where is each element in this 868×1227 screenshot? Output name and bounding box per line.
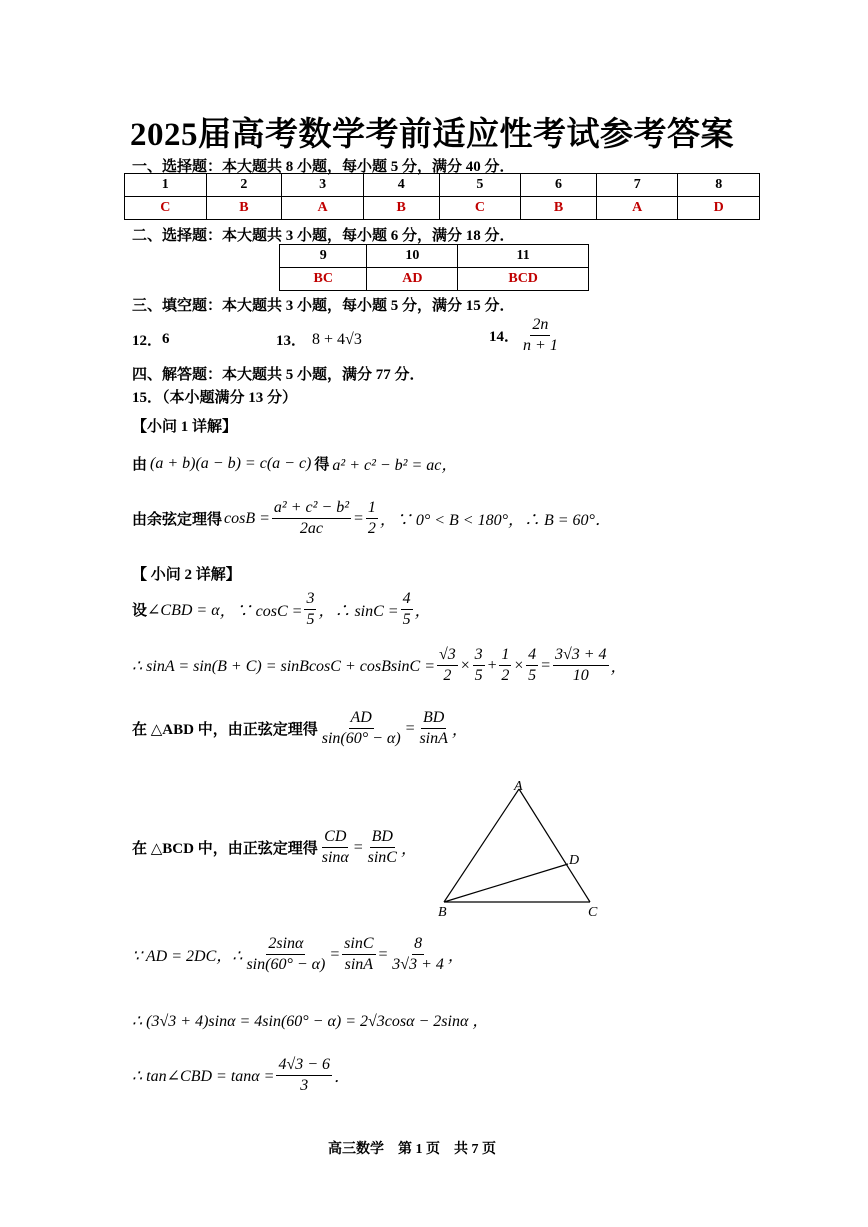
denominator: sinA bbox=[419, 730, 448, 748]
equation: ∴ (3√3 + 4)sinα = 4sin(60° − α) = 2√3cosα − 2sinα ， bbox=[132, 1013, 489, 1030]
numerator: 8 bbox=[412, 935, 424, 955]
denominator: 2 bbox=[443, 667, 452, 685]
solution-step-4 bbox=[132, 646, 627, 686]
solution-step-5 bbox=[132, 709, 468, 749]
equals: = bbox=[352, 838, 364, 856]
answer-12 bbox=[132, 329, 170, 350]
numerator: 4 bbox=[526, 646, 538, 666]
vertex-label-c: C bbox=[588, 905, 598, 920]
q12-label: 12． bbox=[132, 333, 163, 349]
numerator: 4 bbox=[401, 590, 413, 610]
fraction bbox=[401, 590, 413, 630]
table-cell: 7 bbox=[596, 174, 678, 197]
fraction bbox=[320, 709, 403, 749]
numerator: 1 bbox=[499, 646, 511, 666]
fraction bbox=[553, 646, 609, 686]
equation: (a + b)(a − b) = c(a − c) bbox=[150, 454, 312, 472]
answer-cell: C bbox=[125, 197, 207, 220]
part1-heading: 【小问 1 详解】 bbox=[132, 419, 238, 435]
fraction bbox=[473, 646, 485, 686]
numerator: AD bbox=[349, 709, 374, 729]
answer-cell: D bbox=[678, 197, 760, 220]
denominator: 5 bbox=[402, 611, 411, 629]
mc-answer-table bbox=[124, 173, 760, 220]
table-cell: 4 bbox=[363, 174, 439, 197]
table-cell: 3 bbox=[282, 174, 364, 197]
equation: cosB = bbox=[224, 509, 270, 527]
q14-numerator: 2n bbox=[530, 316, 550, 336]
punctuation: ， bbox=[414, 603, 431, 621]
text-span: 在 △ABD 中，由正弦定理得 bbox=[132, 722, 318, 739]
equals: = bbox=[377, 945, 389, 963]
answer-cell: B bbox=[363, 197, 439, 220]
table-cell: 11 bbox=[458, 245, 589, 268]
fraction bbox=[437, 646, 458, 686]
table-cell: 1 bbox=[125, 174, 207, 197]
solution-step-9 bbox=[132, 1056, 350, 1096]
denominator: 2 bbox=[501, 667, 510, 685]
punctuation: ， bbox=[400, 841, 417, 859]
solution-step-8 bbox=[132, 1008, 488, 1031]
table-cell: 6 bbox=[521, 174, 597, 197]
numerator: 1 bbox=[366, 499, 378, 519]
table-cell: 2 bbox=[206, 174, 282, 197]
equation: ∵ AD = 2DC，∴ bbox=[132, 948, 243, 966]
answer-14 bbox=[489, 316, 562, 356]
equation: ∴ tan∠CBD = tanα = bbox=[132, 1067, 275, 1085]
denominator: 5 bbox=[474, 667, 483, 685]
text-span: 在 △BCD 中，由正弦定理得 bbox=[132, 841, 318, 858]
denominator: 5 bbox=[306, 611, 315, 629]
fraction bbox=[499, 646, 511, 686]
solution-step-7 bbox=[132, 935, 464, 975]
text-span: 由 bbox=[132, 457, 148, 473]
page-footer: 高三数学 第 1 页 共 7 页 bbox=[328, 1142, 496, 1157]
operator: × bbox=[513, 656, 525, 674]
equals: = bbox=[540, 656, 551, 674]
denominator: sin(60° − α) bbox=[321, 730, 401, 748]
fraction bbox=[417, 709, 449, 749]
punctuation: ， bbox=[610, 659, 627, 677]
fraction bbox=[390, 935, 446, 975]
fraction bbox=[366, 499, 378, 539]
segment-bd bbox=[444, 864, 568, 902]
answer-cell: A bbox=[282, 197, 364, 220]
denominator: 2ac bbox=[299, 520, 324, 538]
q12-answer: 6 bbox=[162, 331, 170, 347]
numerator: BD bbox=[370, 828, 395, 848]
equals: = bbox=[329, 945, 341, 963]
answer-cell: AD bbox=[367, 268, 458, 291]
answer-cell: BCD bbox=[458, 268, 589, 291]
solution-step-1 bbox=[132, 452, 457, 475]
equals: = bbox=[404, 719, 416, 737]
answer-cell: BC bbox=[280, 268, 367, 291]
equation: ∠CBD = α bbox=[147, 601, 220, 619]
denominator: sinC bbox=[367, 849, 397, 867]
equation: ，∵ cosC = bbox=[219, 603, 303, 621]
part2-heading: 【 小问 2 详解】 bbox=[132, 567, 241, 583]
operator: × bbox=[459, 656, 471, 674]
solution-step-6 bbox=[132, 828, 417, 868]
section-1-heading: 一、选择题：本大题共 8 小题，每小题 5 分，满分 40 分． bbox=[132, 159, 515, 175]
punctuation: ． bbox=[334, 1069, 351, 1087]
numerator: BD bbox=[421, 709, 446, 729]
q13-label: 13． bbox=[276, 333, 307, 349]
numerator: sinC bbox=[342, 935, 375, 955]
numerator: 2sinα bbox=[266, 935, 305, 955]
equals: = bbox=[353, 509, 364, 527]
solution-step-2 bbox=[132, 499, 611, 539]
table-cell: 8 bbox=[678, 174, 760, 197]
numerator: 3√3 + 4 bbox=[553, 646, 609, 666]
multi-answer-table bbox=[279, 244, 589, 291]
numerator: 3 bbox=[304, 590, 316, 610]
fraction bbox=[244, 935, 327, 975]
fraction bbox=[366, 828, 399, 868]
numerator: 3 bbox=[473, 646, 485, 666]
fraction bbox=[276, 1056, 332, 1096]
solution-step-3 bbox=[132, 590, 431, 630]
equation: ，∴ sinC = bbox=[318, 603, 399, 621]
punctuation: ， bbox=[447, 948, 464, 966]
numerator: 4√3 − 6 bbox=[276, 1056, 332, 1076]
answer-cell: A bbox=[596, 197, 678, 220]
equation: a² + c² − b² = ac， bbox=[332, 457, 458, 474]
denominator: 3√3 + 4 bbox=[392, 956, 444, 974]
answer-cell: B bbox=[206, 197, 282, 220]
q15-heading: 15．（本小题满分 13 分） bbox=[132, 390, 298, 406]
fraction bbox=[320, 828, 351, 868]
text-span: 得 bbox=[314, 457, 330, 473]
section-3-heading: 三、填空题：本大题共 3 小题，每小题 5 分，满分 15 分． bbox=[132, 298, 515, 314]
denominator: 2 bbox=[367, 520, 376, 538]
operator: + bbox=[486, 656, 498, 674]
side-ab bbox=[444, 789, 519, 902]
numerator: a² + c² − b² bbox=[272, 499, 351, 519]
answer-13 bbox=[276, 329, 362, 350]
fraction bbox=[304, 590, 316, 630]
vertex-label-d: D bbox=[569, 853, 580, 868]
denominator: 10 bbox=[572, 667, 589, 685]
text-span: 设 bbox=[132, 603, 148, 620]
equation: ，∵ 0° < B < 180°，∴ B = 60°． bbox=[379, 512, 611, 530]
section-2-heading: 二、选择题：本大题共 3 小题，每小题 6 分，满分 18 分． bbox=[132, 228, 515, 244]
table-cell: 5 bbox=[439, 174, 521, 197]
fraction bbox=[272, 499, 351, 539]
denominator: sin(60° − α) bbox=[246, 956, 326, 974]
denominator: 3 bbox=[300, 1077, 309, 1095]
answer-cell: B bbox=[521, 197, 597, 220]
text-span: 由余弦定理得 bbox=[132, 512, 223, 529]
q14-label: 14． bbox=[489, 329, 520, 346]
table-cell: 10 bbox=[367, 245, 458, 268]
denominator: sinα bbox=[321, 849, 349, 867]
side-ac bbox=[519, 789, 590, 902]
page-title: 2025届高考数学考前适应性考试参考答案 bbox=[130, 117, 734, 153]
fraction bbox=[526, 646, 538, 686]
punctuation: ， bbox=[451, 722, 468, 740]
numerator: √3 bbox=[437, 646, 458, 666]
q13-answer: 8 + 4√3 bbox=[312, 330, 362, 348]
fraction bbox=[342, 935, 375, 975]
q14-denominator: n + 1 bbox=[523, 337, 558, 355]
denominator: sinA bbox=[344, 956, 374, 974]
q14-fraction bbox=[521, 316, 560, 356]
vertex-label-a: A bbox=[514, 779, 523, 794]
vertex-label-b: B bbox=[438, 905, 447, 920]
triangle-figure bbox=[432, 776, 610, 922]
table-cell: 9 bbox=[280, 245, 367, 268]
section-4-heading: 四、解答题：本大题共 5 小题，满分 77 分． bbox=[132, 367, 425, 383]
denominator: 5 bbox=[528, 667, 537, 685]
numerator: CD bbox=[322, 828, 348, 848]
answer-cell: C bbox=[439, 197, 521, 220]
equation: ∴ sinA = sin(B + C) = sinBcosC + cosBsinC = bbox=[132, 657, 435, 675]
